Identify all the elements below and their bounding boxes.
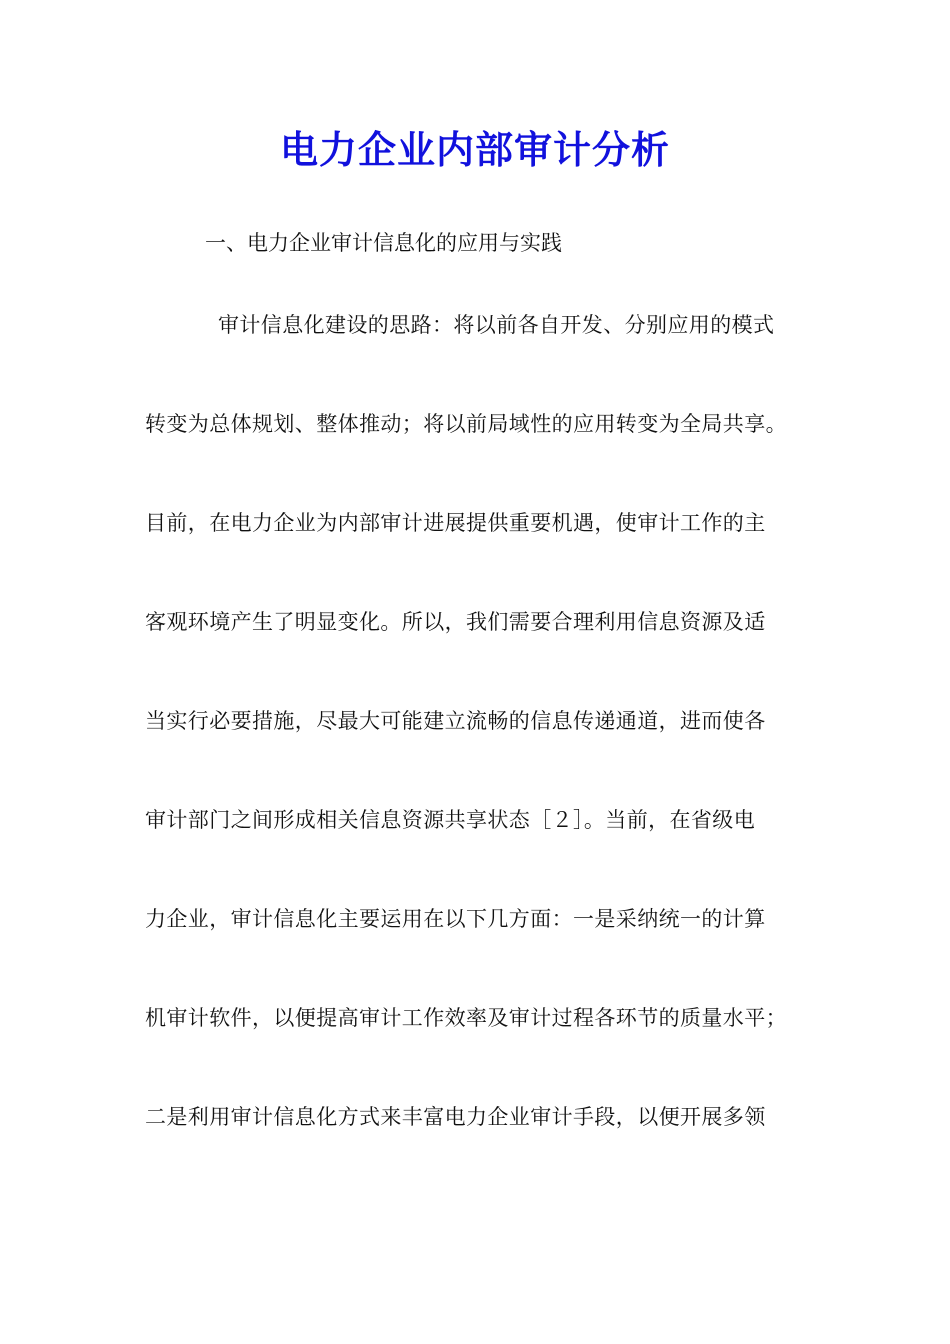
document-title: 电力企业内部审计分析: [279, 128, 670, 172]
paragraph-line: 审计信息化建设的思路：将以前各自开发、分别应用的模式: [218, 313, 775, 337]
paragraph-line: 力企业，审计信息化主要运用在以下几方面：一是采纳统一的计算: [145, 907, 766, 931]
paragraph-line: 目前，在电力企业为内部审计进展提供重要机遇，使审计工作的主: [145, 511, 766, 535]
paragraph-line: 审计部门之间形成相关信息资源共享状态［２］。当前，在省级电: [145, 808, 756, 832]
paragraph-line: 机审计软件，以便提高审计工作效率及审计过程各环节的质量水平；: [145, 1006, 787, 1030]
paragraph-line: 当实行必要措施，尽最大可能建立流畅的信息传递通道，进而使各: [145, 709, 766, 733]
section-heading: 一、电力企业审计信息化的应用与实践: [205, 231, 562, 255]
paragraph-line: 客观环境产生了明显变化。所以，我们需要合理利用信息资源及适: [145, 610, 766, 634]
paragraph-line: 转变为总体规划、整体推动；将以前局域性的应用转变为全局共享。: [145, 412, 787, 436]
paragraph-line: 二是利用审计信息化方式来丰富电力企业审计手段，以便开展多领: [145, 1105, 766, 1129]
